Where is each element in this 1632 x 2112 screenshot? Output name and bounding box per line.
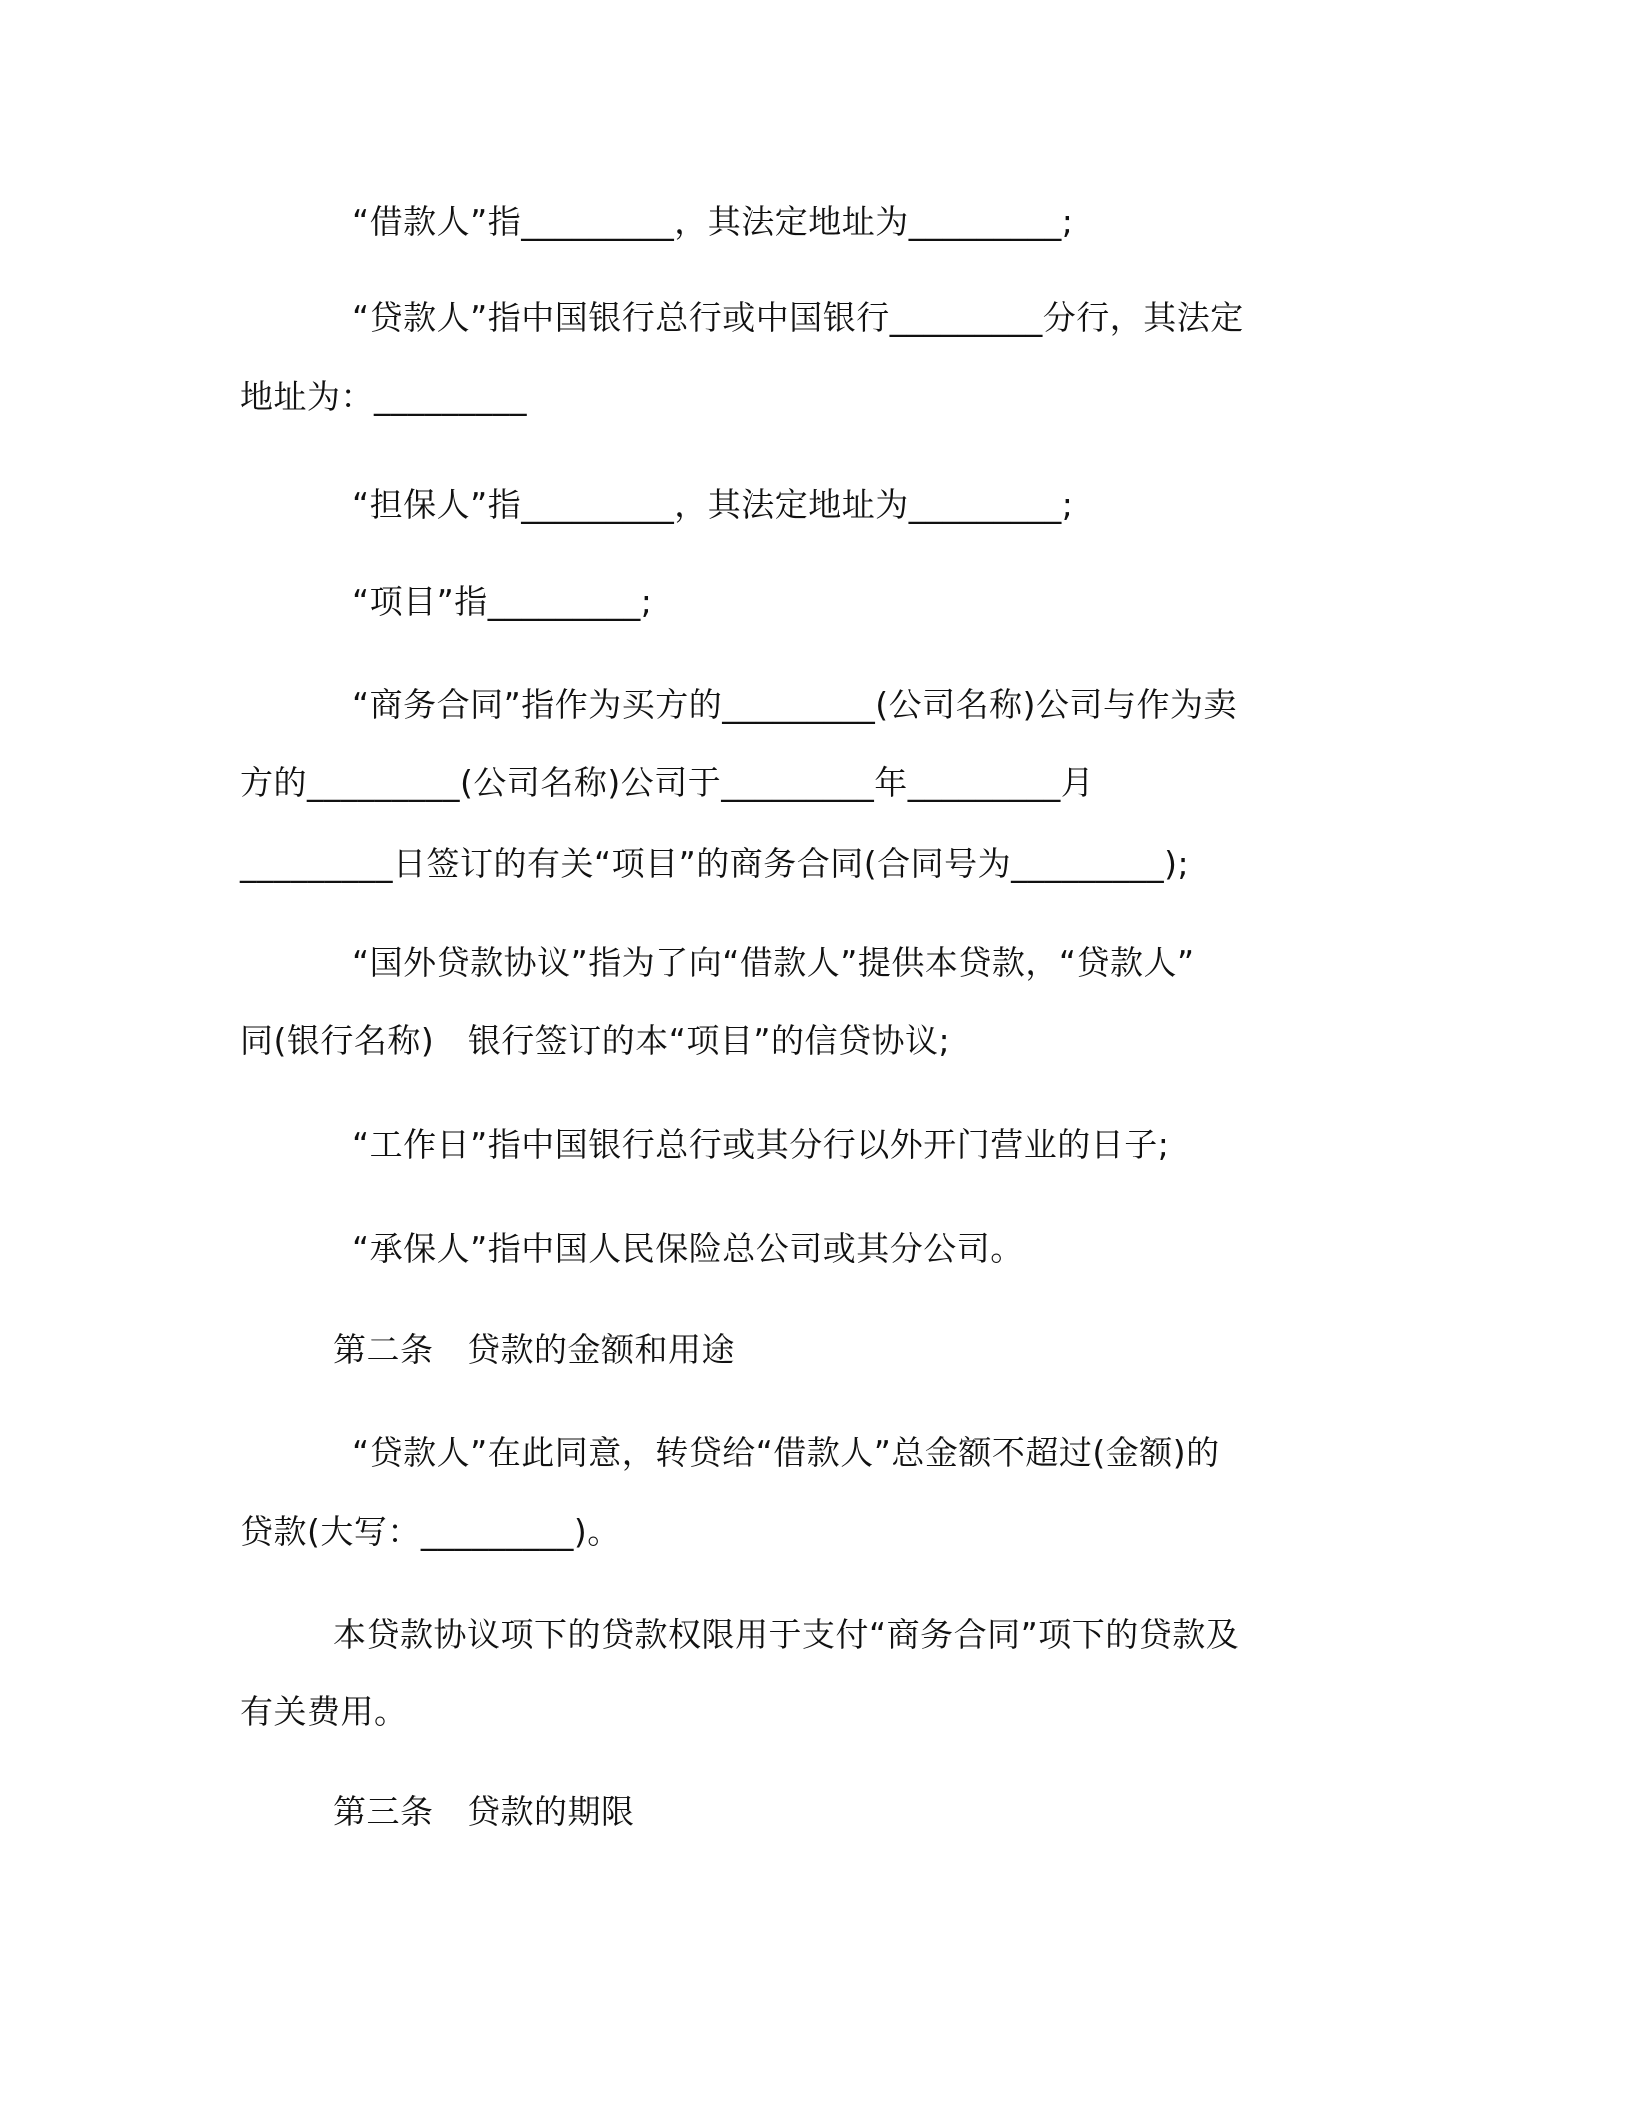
loan-amount-line-1: “贷款人”在此同意，转贷给“借款人”总金额不超过(金额)的 — [352, 1433, 1220, 1472]
definition-project: “项目”指_________; — [352, 582, 653, 621]
loan-amount-line-2: 贷款(大写：_________)。 — [240, 1512, 621, 1551]
definition-lender-line-1: “贷款人”指中国银行总行或中国银行_________分行，其法定 — [352, 298, 1244, 337]
definition-insurer: “承保人”指中国人民保险总公司或其分公司。 — [352, 1229, 1024, 1268]
definition-commercial-contract-line-1: “商务合同”指作为买方的_________(公司名称)公司与作为卖 — [352, 685, 1237, 724]
definition-borrower: “借款人”指_________，其法定地址为_________; — [352, 202, 1074, 241]
definition-foreign-loan-agreement-line-1: “国外贷款协议”指为了向“借款人”提供本贷款，“贷款人” — [352, 943, 1195, 982]
article-3-heading: 第三条 贷款的期限 — [333, 1792, 635, 1831]
definition-guarantor: “担保人”指_________，其法定地址为_________; — [352, 485, 1074, 524]
definition-working-day: “工作日”指中国银行总行或其分行以外开门营业的日子; — [352, 1125, 1170, 1164]
definition-lender-line-2: 地址为：_________ — [240, 377, 527, 416]
article-2-heading: 第二条 贷款的金额和用途 — [333, 1330, 735, 1369]
loan-purpose-line-2: 有关费用。 — [240, 1692, 408, 1731]
loan-purpose-line-1: 本贷款协议项下的贷款权限用于支付“商务合同”项下的贷款及 — [333, 1615, 1240, 1654]
definition-commercial-contract-line-2: 方的_________(公司名称)公司于_________年_________月 — [240, 763, 1095, 802]
definition-foreign-loan-agreement-line-2: 同(银行名称) 银行签订的本“项目”的信贷协议; — [240, 1021, 951, 1060]
definition-commercial-contract-line-3: _________日签订的有关“项目”的商务合同(合同号为_________); — [240, 844, 1190, 883]
